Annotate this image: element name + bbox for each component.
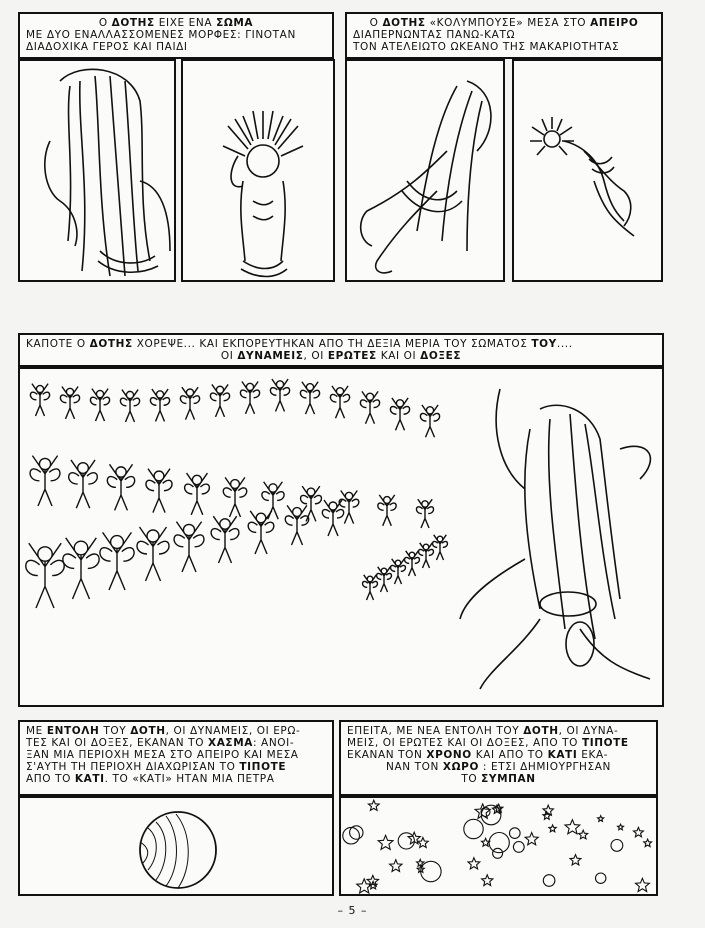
star-shape (482, 838, 490, 846)
star-shape (525, 833, 538, 845)
panel-stone (18, 796, 334, 896)
angel-figure (390, 398, 409, 430)
star-shape (644, 839, 652, 847)
angel-figure (377, 567, 392, 592)
planet-circle (489, 833, 509, 853)
angel-figure (270, 379, 289, 411)
page-number: – 5 – (337, 904, 368, 917)
angel-figure (339, 490, 359, 523)
universe-drawing (341, 798, 658, 896)
planet-circle (464, 819, 483, 838)
angel-figure (211, 516, 239, 563)
panel-dance (18, 367, 664, 707)
panel-universe (339, 796, 658, 896)
angel-figure (285, 505, 308, 545)
old-man-drawing (20, 61, 176, 282)
panel-swimming-child (512, 59, 663, 282)
star-shape (418, 838, 429, 848)
planet-circle (343, 827, 360, 844)
caption-swimming: Ο ΔΟΤΗΣ «ΚΟΛΥΜΠΟΥΣΕ» ΜΕΣΑ ΣΤΟ ΑΠΕΙΡΟ ΔΙΑΠΕΡΝΩΝΤΑΣ ΠΑΝΩ-ΚΑΤΩ ΤΟΝ ΑΤΕΛΕΙΩΤΟ ΩΚΕΑΝΟ ΤΗΣ ΜΑΚΑΡΙΟΤΗΤΑΣ (345, 12, 663, 59)
caption-chasm: ΜΕ ΕΝΤΟΛΗ ΤΟΥ ΔΟΤΗ, ΟΙ ΔΥΝΑΜΕΙΣ, ΟΙ ΕΡΩ- ΤΕΣ ΚΑΙ ΟΙ ΔΟΞΕΣ, ΕΚΑΝΑΝ ΤΟ ΧΑΣΜΑ: ΑΝΟΙ- ΞΑΝ ΜΙΑ ΠΕΡΙΟΧΗ ΜΕΣΑ ΣΤΟ ΑΠΕΙΡΟ ΚΑΙ ΜΕΣΑ Σ'ΑΥΤΗ ΤΗ ΠΕΡΙΟΧΗ ΔΙΑΧΩΡΙΣΑΝ ΤΟ ΤΙΠΟΤΕ ΑΠΟ ΤΟ ΚΑΤΙ. ΤΟ «ΚΑΤΙ» ΗΤΑΝ ΜΙΑ ΠΕΤΡΑ (18, 720, 334, 796)
angel-figure (26, 543, 64, 608)
stone-drawing (20, 798, 334, 896)
swimming-child-drawing (514, 61, 663, 282)
angel-figure (146, 469, 172, 513)
angel-figure (180, 387, 199, 419)
star-shape (579, 830, 588, 839)
angel-figure (107, 464, 134, 510)
star-shape (482, 875, 493, 886)
planet-circle (398, 833, 414, 849)
panel-swimming-old (345, 59, 505, 282)
star-shape (565, 820, 580, 834)
angel-figure (416, 499, 433, 528)
planet-circle (493, 848, 503, 858)
planet-circle (513, 842, 524, 853)
angel-figure (90, 389, 109, 421)
angel-figure (120, 390, 139, 422)
angel-figure (378, 495, 396, 526)
star-shape (618, 824, 624, 830)
angel-figure (420, 405, 439, 437)
star-shape (634, 827, 644, 836)
angel-figure (240, 381, 259, 413)
star-shape (368, 800, 379, 810)
planet-circle (421, 861, 441, 881)
star-shape (598, 816, 604, 822)
angel-figure (223, 477, 246, 517)
angel-figure (248, 511, 274, 554)
angel-figure (262, 482, 284, 519)
angel-figure (300, 382, 319, 414)
angel-figure (391, 559, 406, 584)
star-shape (570, 855, 581, 865)
caption-universe: ΕΠΕΙΤΑ, ΜΕ ΝΕΑ ΕΝΤΟΛΗ ΤΟΥ ΔΟΤΗ, ΟΙ ΔΥΝΑ- ΜΕΙΣ, ΟΙ ΕΡΩΤΕΣ ΚΑΙ ΟΙ ΔΟΞΕΣ, ΑΠΟ ΤΟ ΤΙΠΟΤΕ ΕΚΑΝΑΝ ΤΟΝ ΧΡΟΝΟ ΚΑΙ ΑΠΟ ΤΟ ΚΑΤΙ ΕΚΑ- ΝΑΝ ΤΟΝ ΧΩΡΟ : ΕΤΣΙ ΔΗΜΙΟΥΡΓΗΣΑΝ ΤΟ ΣΥΜΠΑΝ (339, 720, 658, 796)
angel-figure (210, 384, 229, 416)
angel-figure (330, 386, 349, 418)
planet-circle (543, 875, 555, 887)
caption-old-and-child: Ο ΔΟΤΗΣ ΕΙΧΕ ΕΝΑ ΣΩΜΑ ΜΕ ΔΥΟ ΕΝΑΛΛΑΣΣΟΜΕΝΕΣ ΜΟΡΦΕΣ: ΓΙΝΟΤΑΝ ΔΙΑΔΟΧΙΚΑ ΓΕΡΟΣ ΚΑΙ ΠΑΙΔΙ (18, 12, 334, 59)
angel-figure (405, 551, 420, 576)
planet-circle (510, 828, 521, 839)
angel-figure (174, 522, 204, 572)
caption-dance: ΚΑΠΟΤΕ Ο ΔΟΤΗΣ ΧΟΡΕΨΕ... ΚΑΙ ΕΚΠΟΡΕΥΤΗΚΑΝ ΑΠΟ ΤΗ ΔΕΞΙΑ ΜΕΡΙΑ ΤΟΥ ΣΩΜΑΤΟΣ ΤΟΥ.... ΟΙ ΔΥΝΑΜΕΙΣ, ΟΙ ΕΡΩΤΕΣ ΚΑΙ ΟΙ ΔΟΞΕΣ (18, 333, 664, 367)
star-shape (636, 878, 650, 891)
swimming-old-drawing (347, 61, 505, 282)
child-drawing (183, 61, 335, 282)
angel-figure (60, 386, 79, 418)
dance-drawing (20, 369, 664, 707)
angel-figure (30, 456, 60, 506)
angel-figure (150, 389, 169, 421)
angel-figure (69, 460, 98, 508)
star-shape (549, 825, 556, 832)
angel-figure (419, 543, 434, 568)
panel-child (181, 59, 335, 282)
star-shape (543, 812, 551, 820)
angel-figure (63, 538, 99, 599)
star-shape (378, 835, 393, 849)
panel-old-man (18, 59, 176, 282)
star-shape (468, 858, 480, 869)
angel-figure (363, 575, 378, 600)
angel-figure (137, 527, 169, 581)
angel-figure (185, 473, 210, 515)
star-shape (390, 860, 402, 872)
angel-figure (100, 532, 134, 590)
star-shape (543, 805, 553, 815)
planet-circle (596, 873, 606, 883)
angel-figure (433, 535, 448, 560)
angel-figure (360, 391, 379, 423)
angel-figure (30, 384, 49, 416)
planet-circle (611, 840, 623, 852)
